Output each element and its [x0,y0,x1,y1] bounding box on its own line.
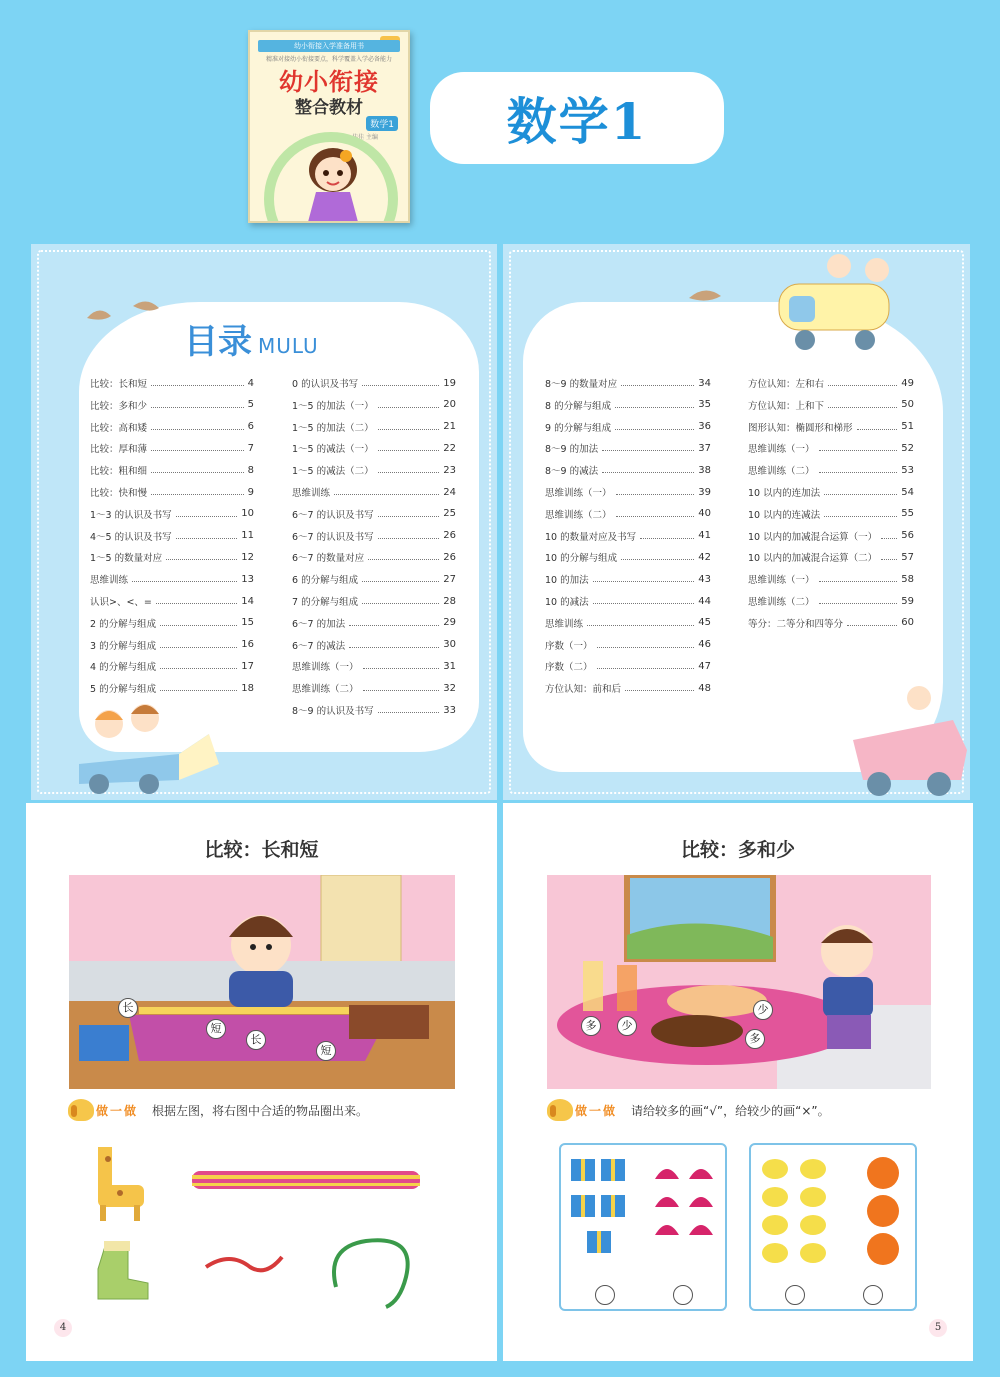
toc-entry-page: 29 [443,617,456,629]
short-string-icon[interactable] [200,1247,290,1281]
toc-entry-page: 17 [241,660,254,672]
toc-leader-dots [151,380,244,386]
kids-car-illustration [843,680,970,800]
pumpkin-icon-group [863,1155,903,1271]
toc-entry-page: 23 [443,464,456,476]
scene-tag: 短 [206,1019,226,1039]
toc-leader-dots [819,576,898,582]
toc-entry-page: 47 [698,660,711,672]
toc-entry-page: 22 [443,442,456,454]
toc-leader-dots [824,489,897,495]
toc-entry-page: 51 [901,421,914,433]
doit-instruction [68,1099,368,1121]
toc-entry-label: 思维训练（一） [748,444,815,456]
answer-circle[interactable] [863,1285,883,1305]
cover-author: 佳佳 主编 [352,134,378,141]
toc-entry-label: 8～9 的认识及书写 [292,706,374,717]
toc-entry-page: 14 [241,595,254,607]
doit-label: 做一做 [96,1103,139,1118]
toc-entry-label: 思维训练（二） [545,509,612,521]
toc-entry[interactable] [292,420,456,434]
toc-leader-dots [151,489,244,495]
toc-entry-label: 10 以内的连加法 [748,488,821,499]
kids-plane-illustration [769,244,929,364]
toc-entry-page: 59 [901,595,914,607]
toc-entry-page: 33 [443,704,456,716]
cover-title-line1: 幼小衔接 [279,68,379,96]
toc-entry[interactable] [545,441,711,455]
toc-entry-page: 43 [698,573,711,585]
toc-entry-label: 6～7 的减法 [292,640,346,652]
toc-entry-page: 42 [698,551,711,563]
page-number: 5 [929,1319,947,1337]
toc-entry-label: 10 的数量对应及书写 [545,531,637,543]
toc-leader-dots [378,467,440,473]
toc-entry-label: 10 的减法 [545,597,589,608]
toc-entry[interactable] [292,441,456,455]
toc-entry-page: 9 [247,486,254,498]
toc-entry-label: 8～9 的减法 [545,466,599,478]
toc-leader-dots [819,598,898,604]
toc-leader-dots [828,380,897,386]
lesson-title: 比较：长和短 [204,839,319,861]
toc-entry-page: 48 [698,682,711,694]
toc-entry-label: 6 的分解与组成 [292,575,359,587]
toc-leader-dots [378,511,440,517]
cover-series-band: 幼小衔接入学准备用书 [258,40,400,52]
table-scene-illustration [547,875,931,1089]
toc-leader-dots [176,511,238,517]
toc-entry-label: 比较：快和慢 [90,488,148,499]
toc-title-cn: 目录 [184,322,252,362]
toc-entry-label: 1～5 的加法（二） [292,422,374,434]
toc-entry-label: 序数（一） [545,640,593,652]
toc-entry-page: 38 [698,464,711,476]
toc-leader-dots [151,402,244,408]
toc-entry-page: 13 [241,573,254,585]
toc-leader-dots [824,511,897,517]
toc-page-right [503,244,970,800]
toc-entry-label: 等分：二等分和四等分 [748,618,844,630]
toc-entry-label: 思维训练（一） [292,662,359,674]
toc-entry[interactable] [90,485,254,499]
toc-entry-page: 28 [443,595,456,607]
toc-entry[interactable] [90,398,254,412]
toc-entry[interactable] [292,703,456,717]
toc-entry-label: 6～7 的加法 [292,618,346,630]
toc-entry[interactable] [545,507,711,521]
toc-leader-dots [368,554,439,560]
toc-leader-dots [362,598,439,604]
toc-entry-label: 比较：多和少 [90,400,148,412]
toc-entry-label: 10 的分解与组成 [545,553,618,565]
toc-entry[interactable] [545,420,711,434]
toc-entry-label: 4 的分解与组成 [90,662,157,674]
cover-title-line2: 整合教材 [295,98,363,118]
doit-text: 请给较多的画“√”，给较少的画“×”。 [631,1103,830,1118]
toc-entry-label: 思维训练（一） [545,488,612,499]
cover-subtitle: 精准对接幼小衔接要点，科学覆盖入学必备能力 [265,56,392,63]
toc-entry[interactable] [748,529,914,543]
toc-entry-label: 1～5 的数量对应 [90,553,163,565]
toc-leader-dots [819,467,898,473]
toc-entry[interactable] [545,616,711,630]
hat-icon-group [653,1159,719,1239]
page-number: 4 [54,1319,72,1337]
toc-leader-dots [378,707,440,713]
toc-entry-page: 30 [443,639,456,651]
toc-leader-dots [615,402,694,408]
doit-label: 做一做 [575,1103,618,1118]
toc-leader-dots [881,554,897,560]
toc-entry-page: 50 [901,399,914,411]
answer-circle[interactable] [785,1285,805,1305]
toc-entry-label: 9 的分解与组成 [545,422,612,434]
toc-entry[interactable] [748,485,914,499]
toc-entry[interactable] [292,638,456,652]
toc-entry-label: 思维训练（二） [748,597,815,608]
toc-entry[interactable] [292,659,456,673]
toc-leader-dots [151,467,244,473]
toc-leader-dots [819,445,898,451]
toc-entry[interactable] [545,485,711,499]
toc-leader-dots [160,642,237,648]
toc-entry-label: 方位认知：前和后 [545,684,622,696]
scene-tag: 多 [745,1029,765,1049]
toc-entry[interactable] [292,550,456,564]
toc-entry-page: 39 [698,486,711,498]
toc-entry[interactable] [748,398,914,412]
long-string-icon[interactable] [326,1227,418,1311]
toc-entry-page: 16 [241,639,254,651]
toc-entry[interactable] [90,376,254,390]
toc-leader-dots [593,598,695,604]
toc-entry[interactable] [748,441,914,455]
toc-entry[interactable] [292,376,456,390]
toc-entry-label: 8～9 的数量对应 [545,379,618,390]
toc-entry[interactable] [292,507,456,521]
toc-leader-dots [156,598,237,604]
toc-entry-page: 8 [247,464,254,476]
cover-subject-tag: 数学1 [366,116,398,131]
birds-illustration [83,296,173,336]
toc-entry-label: 比较：厚和薄 [90,444,148,456]
toc-entry-page: 58 [901,573,914,585]
scarf-icon[interactable] [184,1161,428,1201]
toc-entry-label: 6～7 的认识及书写 [292,531,374,543]
toc-entry-page: 52 [901,442,914,454]
answer-circle[interactable] [673,1285,693,1305]
toc-entry-label: 思维训练 [545,618,584,630]
toc-leader-dots [378,445,440,451]
toc-entry-page: 46 [698,639,711,651]
cover-girl-illustration [298,140,368,222]
toc-leader-dots [166,554,237,560]
scene-tag: 长 [118,998,138,1018]
toc-entry[interactable] [545,398,711,412]
toc-entry[interactable] [748,616,914,630]
toc-entry[interactable] [748,376,914,390]
toc-entry-page: 5 [247,399,254,411]
toc-entry-label: 10 以内的加减混合运算（一） [748,531,878,543]
scene-tag: 长 [246,1030,266,1050]
toc-leader-dots [857,424,898,430]
toc-entry-label: 序数（二） [545,662,593,674]
toc-entry-page: 32 [443,682,456,694]
toc-leader-dots [847,620,897,626]
toc-entry[interactable] [748,550,914,564]
toc-entry[interactable] [292,485,456,499]
toc-title [184,314,319,363]
lesson-page-left [26,803,497,1361]
toc-leader-dots [349,642,439,648]
toc-entry-label: 2 的分解与组成 [90,618,157,630]
toc-entry-label: 7 的分解与组成 [292,597,359,608]
toc-entry[interactable] [90,463,254,477]
toc-entry[interactable] [292,572,456,586]
toc-leader-dots [378,533,440,539]
toc-leader-dots [151,445,244,451]
toc-entry-label: 1～5 的加法（一） [292,400,374,412]
toc-entry-page: 54 [901,486,914,498]
toc-entry[interactable] [748,572,914,586]
toc-leader-dots [593,576,695,582]
toc-entry-page: 21 [443,421,456,433]
toc-entry-page: 19 [443,377,456,389]
toc-entry[interactable] [90,420,254,434]
toc-entry[interactable] [90,681,254,695]
toc-entry-page: 25 [443,508,456,520]
lesson-title: 比较：多和少 [680,839,795,861]
toc-entry-label: 10 以内的连减法 [748,509,821,521]
toc-entry[interactable] [545,594,711,608]
toc-entry-page: 26 [443,530,456,542]
toc-leader-dots [132,576,237,582]
toc-leader-dots [616,511,695,517]
toc-entry-page: 4 [247,377,254,389]
dog-icon [547,1099,573,1121]
toc-leader-dots [828,402,897,408]
toc-entry-page: 37 [698,442,711,454]
toc-leader-dots [602,445,694,451]
toc-leader-dots [621,554,694,560]
toc-entry[interactable] [292,616,456,630]
toc-entry-page: 12 [241,551,254,563]
toc-entry[interactable] [90,594,254,608]
toc-entry[interactable] [545,376,711,390]
toc-title-en: MULU [258,334,319,358]
desk-scene-illustration [69,875,455,1089]
book-cover [248,30,410,223]
giraffe-icon[interactable] [88,1137,152,1223]
toc-entry-label: 5 的分解与组成 [90,684,157,696]
toc-entry-page: 10 [241,508,254,520]
toc-entry[interactable] [748,463,914,477]
toc-entry[interactable] [90,507,254,521]
toc-entry-label: 思维训练 [90,575,129,587]
toc-entry[interactable] [292,463,456,477]
toc-entry-page: 24 [443,486,456,498]
toc-entry-page: 7 [247,442,254,454]
toc-entry[interactable] [545,681,711,695]
toc-leader-dots [176,533,238,539]
toc-leader-dots [621,380,694,386]
gift-icon-group [569,1155,629,1265]
header-title-pill [430,72,724,164]
toc-leader-dots [334,489,439,495]
toc-entry-page: 26 [443,551,456,563]
toc-entry-label: 6～7 的数量对应 [292,553,365,565]
toc-entry-page: 49 [901,377,914,389]
toc-entry-label: 0 的认识及书写 [292,379,359,390]
toc-leader-dots [616,489,695,495]
toc-leader-dots [160,685,237,691]
toc-entry-label: 1～5 的减法（二） [292,466,374,478]
toc-entry-label: 思维训练（二） [292,684,359,696]
toc-entry-page: 31 [443,660,456,672]
toc-entry[interactable] [292,594,456,608]
toc-entry[interactable] [545,572,711,586]
toc-entry-page: 57 [901,551,914,563]
toc-entry-page: 44 [698,595,711,607]
bird-illustration [687,284,727,308]
toc-entry-label: 6～7 的认识及书写 [292,509,374,521]
toc-entry[interactable] [748,420,914,434]
toc-entry[interactable] [545,638,711,652]
toc-entry[interactable] [748,594,914,608]
toc-entry-page: 41 [698,530,711,542]
toc-entry-page: 60 [901,617,914,629]
toc-leader-dots [597,642,695,648]
toc-entry-label: 图形认知：椭圆形和梯形 [748,422,853,434]
toc-entry[interactable] [292,398,456,412]
toc-entry-page: 6 [247,421,254,433]
toc-entry[interactable] [748,507,914,521]
toc-leader-dots [597,663,695,669]
toc-leader-dots [881,533,897,539]
toc-entry-label: 方位认知：上和下 [748,400,825,412]
toc-leader-dots [378,424,440,430]
toc-entry-label: 1～5 的减法（一） [292,444,374,456]
toc-entry-label: 8～9 的加法 [545,444,599,456]
toc-entry-page: 55 [901,508,914,520]
toc-entry-label: 方位认知：左和右 [748,379,825,390]
toc-leader-dots [640,533,694,539]
toc-entry[interactable] [90,550,254,564]
toc-entry-label: 8 的分解与组成 [545,400,612,412]
scene-tag: 少 [617,1016,637,1036]
toc-entry-page: 18 [241,682,254,694]
toc-entry-page: 56 [901,530,914,542]
boot-icon[interactable] [90,1239,150,1303]
lesson-page-right [503,803,973,1361]
toc-entry-label: 思维训练 [292,488,331,499]
toc-entry-label: 比较：长和短 [90,379,148,390]
compare-box-lemons-pumpkins [749,1143,917,1311]
toc-entry[interactable] [90,529,254,543]
doit-text: 根据左图，将右图中合适的物品圈出来。 [152,1103,369,1118]
toc-entry-page: 34 [698,377,711,389]
toc-leader-dots [160,663,237,669]
toc-entry[interactable] [292,681,456,695]
doit-instruction [547,1099,830,1121]
toc-entry[interactable] [545,463,711,477]
toc-entry-page: 15 [241,617,254,629]
toc-entry-page: 27 [443,573,456,585]
toc-entry-page: 53 [901,464,914,476]
toc-leader-dots [615,424,694,430]
toc-entry-label: 10 的加法 [545,575,589,587]
toc-leader-dots [378,402,440,408]
toc-entry-label: 4～5 的认识及书写 [90,531,172,543]
toc-entry-label: 认识>、<、= [90,597,152,608]
toc-entry-page: 35 [698,399,711,411]
toc-entry-label: 比较：高和矮 [90,422,148,434]
toc-entry[interactable] [90,659,254,673]
toc-entry-label: 1～3 的认识及书写 [90,509,172,521]
toc-entry[interactable] [545,659,711,673]
toc-entry[interactable] [90,441,254,455]
toc-entry[interactable] [90,572,254,586]
toc-entry-page: 20 [443,399,456,411]
toc-leader-dots [363,685,440,691]
lemon-icon-group [761,1155,831,1271]
toc-entry-label: 3 的分解与组成 [90,640,157,652]
toc-entry[interactable] [292,529,456,543]
answer-circle[interactable] [595,1285,615,1305]
toc-entry-page: 36 [698,421,711,433]
toc-leader-dots [349,620,439,626]
toc-entry[interactable] [545,550,711,564]
toc-leader-dots [587,620,694,626]
toc-entry-label: 思维训练（一） [748,575,815,587]
toc-leader-dots [362,576,439,582]
toc-leader-dots [160,620,237,626]
toc-entry[interactable] [545,529,711,543]
kids-rocket-illustration [59,684,219,800]
toc-entry[interactable] [90,638,254,652]
toc-leader-dots [625,685,694,691]
scene-tag: 短 [316,1041,336,1061]
toc-entry-label: 比较：粗和细 [90,466,148,478]
toc-leader-dots [151,424,244,430]
toc-leader-dots [602,467,694,473]
scene-tag: 多 [581,1016,601,1036]
dog-icon [68,1099,94,1121]
toc-entry-page: 11 [241,530,254,542]
toc-entry-label: 10 以内的加减混合运算（二） [748,553,878,565]
toc-entry[interactable] [90,616,254,630]
toc-entry-page: 45 [698,617,711,629]
toc-leader-dots [363,663,440,669]
toc-leader-dots [362,380,439,386]
toc-entry-page: 40 [698,508,711,520]
toc-entry-label: 思维训练（二） [748,466,815,478]
header-title: 数学1 [506,92,648,151]
scene-tag: 少 [753,1000,773,1020]
compare-box-gifts-hats [559,1143,727,1311]
